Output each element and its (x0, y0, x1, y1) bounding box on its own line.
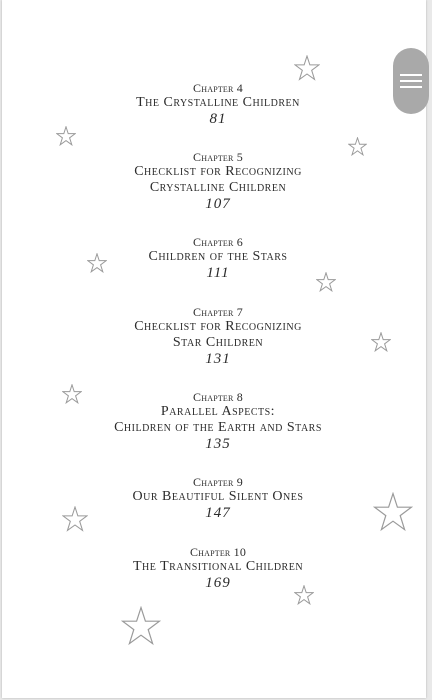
chapter-label: Chapter 10 (189, 545, 247, 559)
toc-entry[interactable] (2, 390, 432, 453)
toc-entry[interactable] (2, 150, 432, 213)
chapter-page-number: 81 (209, 111, 227, 127)
chapter-page-number: 111 (206, 265, 230, 281)
chapter-label: Chapter 9 (193, 475, 243, 489)
menu-button[interactable] (393, 48, 429, 114)
chapter-title: The Transitional Children (132, 559, 304, 574)
chapter-page-number: 147 (205, 505, 231, 521)
chapter-label: Chapter 7 (193, 305, 243, 319)
chapter-title: Crystalline Children (149, 180, 287, 195)
chapter-title: Parallel Aspects: (160, 404, 276, 419)
chapter-page-number: 169 (205, 575, 231, 591)
toc-entry[interactable] (2, 235, 432, 282)
chapter-title: Children of the Stars (148, 249, 288, 264)
chapter-page-number: 131 (205, 351, 231, 367)
chapter-label: Chapter 4 (193, 81, 243, 95)
toc-entry[interactable] (2, 81, 432, 128)
chapter-title: Our Beautiful Silent Ones (132, 489, 304, 504)
toc-entry[interactable] (2, 545, 432, 592)
star-icon (121, 606, 161, 646)
chapter-page-number: 135 (205, 436, 231, 452)
toc-entry[interactable] (2, 475, 432, 522)
chapter-label: Chapter 6 (193, 235, 243, 249)
chapter-title: Checklist for Recognizing (134, 164, 302, 179)
chapter-title: The Crystalline Children (136, 95, 300, 110)
chapter-title: Children of the Earth and Stars (114, 420, 322, 435)
hamburger-menu-icon (400, 73, 422, 89)
chapter-page-number: 107 (205, 196, 231, 212)
star-icon (56, 126, 76, 146)
chapter-label: Chapter 8 (193, 390, 243, 404)
star-icon (294, 55, 320, 81)
book-page (2, 0, 426, 698)
chapter-title: Star Children (172, 335, 264, 350)
chapter-title: Checklist for Recognizing (134, 319, 302, 334)
chapter-label: Chapter 5 (193, 150, 243, 164)
toc-entry[interactable] (2, 305, 432, 368)
